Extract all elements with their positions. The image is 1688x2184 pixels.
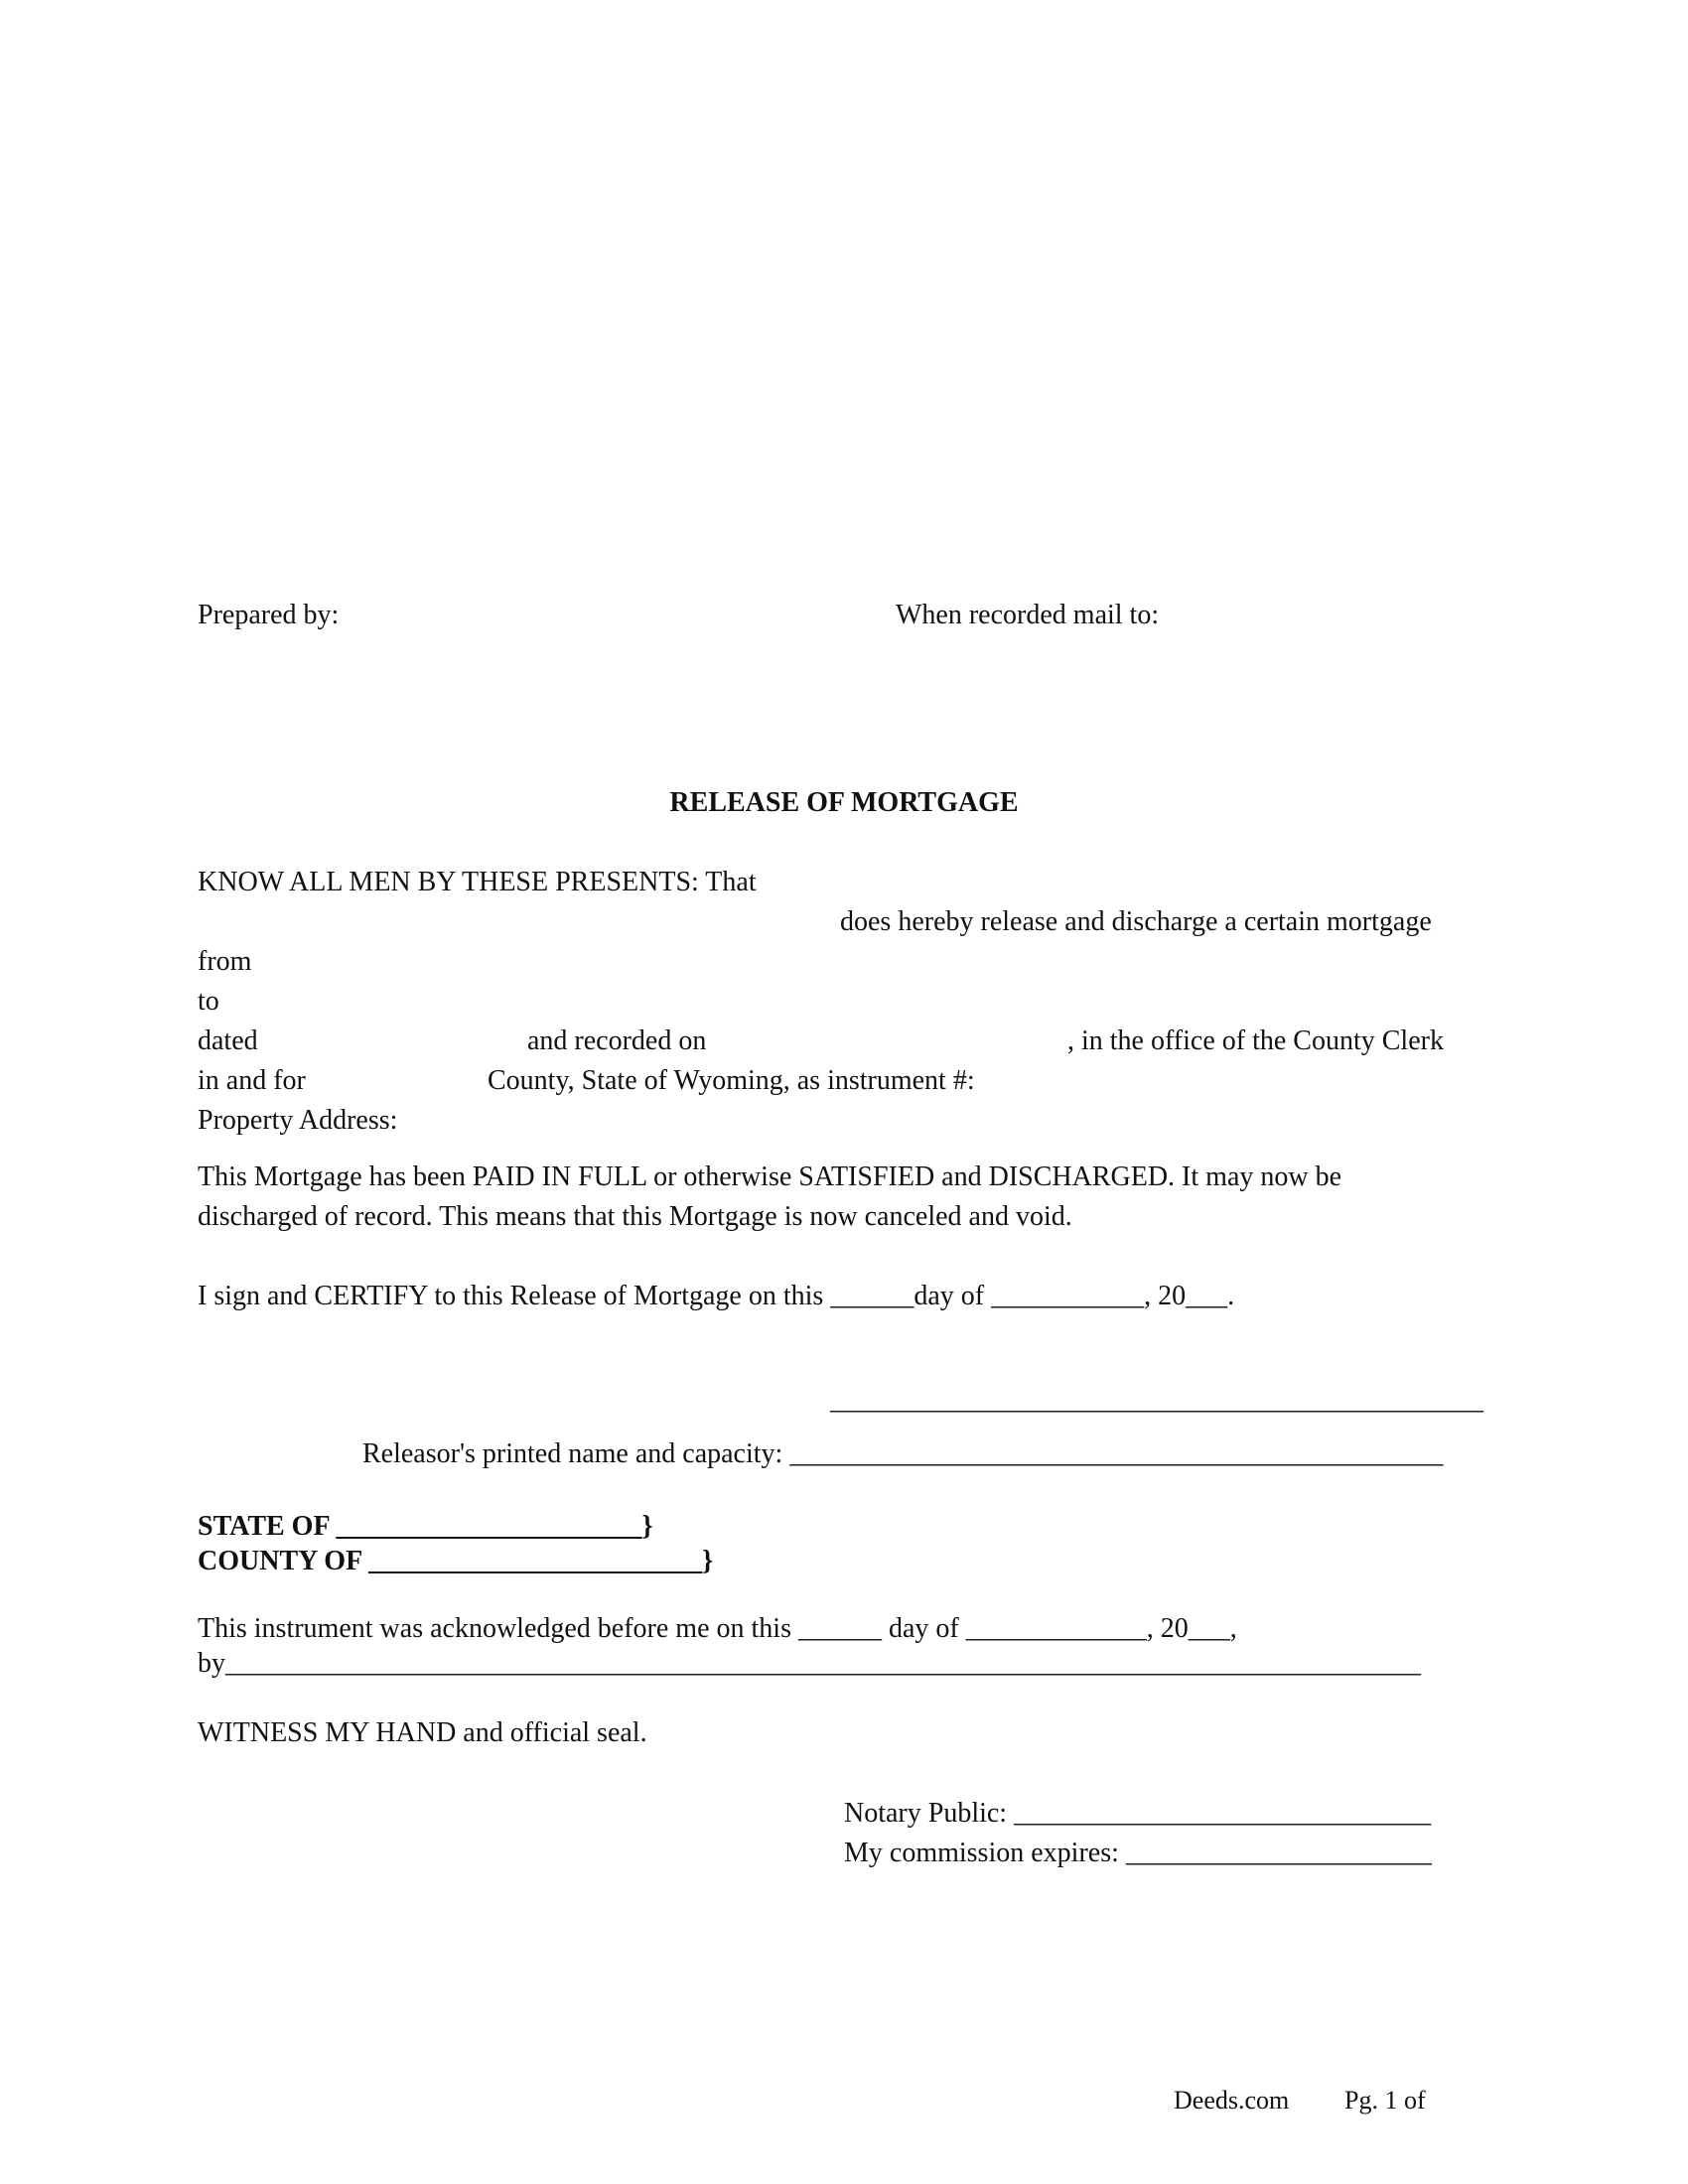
county-state-label: County, State of Wyoming, as instrument #:: [488, 1065, 975, 1096]
recorded-on-label: and recorded on: [527, 1025, 707, 1056]
county-of-line: COUNTY OF ________________________}: [198, 1546, 714, 1576]
acknowledged-by-line: by______________________________________________________________________________________: [198, 1648, 1421, 1679]
dated-label: dated: [198, 1025, 258, 1056]
know-all-line: KNOW ALL MEN BY THESE PRESENTS: That: [198, 867, 757, 897]
mail-to-label: When recorded mail to:: [896, 600, 1160, 630]
prepared-by-label: Prepared by:: [198, 600, 340, 630]
to-label: to: [198, 986, 219, 1017]
in-and-for-label: in and for: [198, 1065, 306, 1096]
paid-statement-line1: This Mortgage has been PAID IN FULL or otherwise SATISFIED and DISCHARGED. It may now be: [198, 1161, 1342, 1192]
signature-line: _______________________________________________: [830, 1385, 1483, 1416]
release-clause: does hereby release and discharge a certain mortgage: [840, 906, 1432, 937]
county-clerk-label: , in the office of the County Clerk: [1067, 1025, 1444, 1056]
footer-page-number: Pg. 1 of: [1344, 2086, 1426, 2115]
releasor-name-line: Releasor's printed name and capacity: _______________________________________________: [362, 1438, 1444, 1469]
certify-line: I sign and CERTIFY to this Release of Mortgage on this ______day of ___________, 20___.: [198, 1281, 1235, 1311]
document-title: RELEASE OF MORTGAGE: [669, 787, 1019, 818]
commission-expires-line: My commission expires: ______________________: [844, 1838, 1432, 1868]
paid-statement-line2: discharged of record. This means that this Mortgage is now canceled and void.: [198, 1201, 1072, 1232]
acknowledged-line: This instrument was acknowledged before me on this ______ day of _____________, 20___,: [198, 1613, 1237, 1644]
from-label: from: [198, 946, 252, 977]
state-of-line: STATE OF ______________________}: [198, 1511, 653, 1542]
property-address-label: Property Address:: [198, 1105, 398, 1136]
notary-public-line: Notary Public: ______________________________: [844, 1798, 1432, 1829]
witness-line: WITNESS MY HAND and official seal.: [198, 1717, 647, 1748]
footer-site: Deeds.com: [1174, 2086, 1290, 2115]
